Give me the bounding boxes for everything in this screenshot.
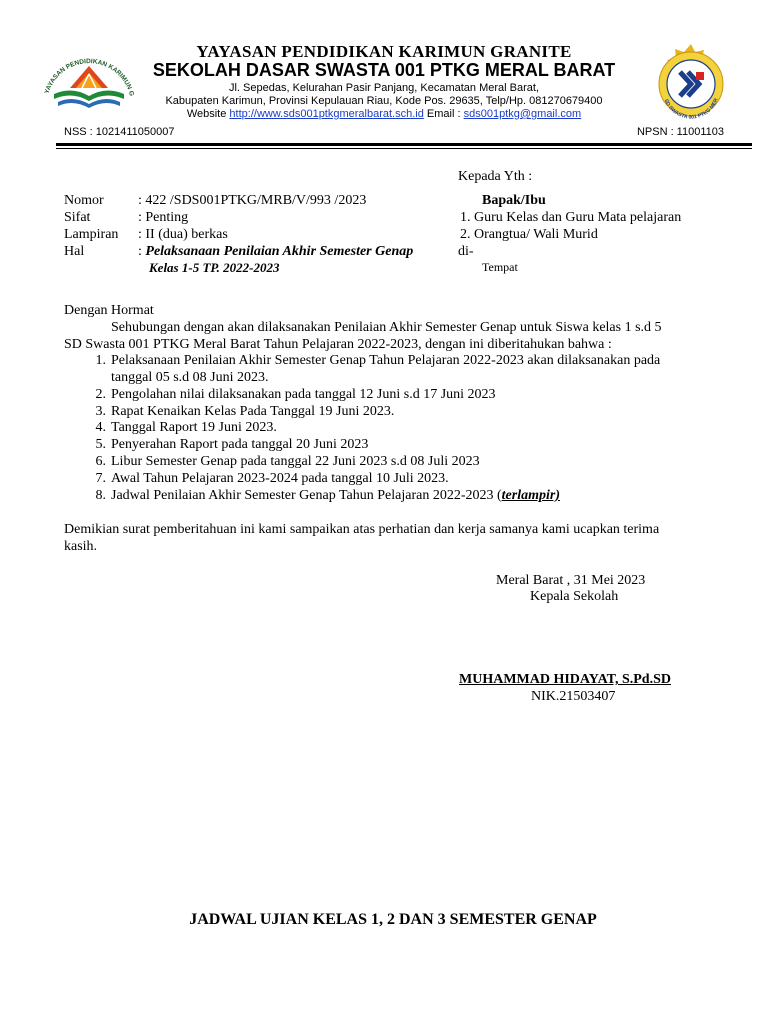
header-divider-thin	[56, 148, 752, 149]
list-item	[111, 487, 560, 504]
nomor-label: Nomor	[64, 193, 104, 208]
list-item-number: 3.	[95, 404, 106, 419]
website-label: Website	[186, 108, 227, 120]
recipient-place: Tempat	[482, 260, 518, 274]
lampiran-label: Lampiran	[64, 227, 119, 242]
email-link[interactable]: sds001ptkg@gmail.com	[463, 108, 582, 120]
signature-position: Kepala Sekolah	[530, 589, 619, 604]
contact-line	[0, 108, 768, 120]
recipient-di: di-	[458, 244, 474, 259]
list-item-number: 8.	[95, 488, 106, 503]
hal-colon: :	[138, 244, 142, 259]
npsn-number: NPSN : 11001103	[636, 126, 724, 138]
closing-line-2: kasih.	[64, 539, 98, 554]
list-item: Awal Tahun Pelajaran 2023-2024 pada tanggal 10 Juli 2023.	[111, 471, 449, 486]
email-label: Email :	[426, 108, 461, 120]
school-name: SEKOLAH DASAR SWASTA 001 PTKG MERAL BARAT	[152, 60, 616, 80]
list-item-number: 7.	[95, 471, 106, 486]
list-item: Rapat Kenaikan Kelas Pada Tanggal 19 Juni 2023.	[111, 404, 395, 419]
recipient-1: 1. Guru Kelas dan Guru Mata pelajaran	[460, 210, 682, 225]
svg-text:SD SWASTA 001 PTKG MERAL BARAT: SD SWASTA 001 PTKG MER	[662, 97, 720, 121]
list-item-number: 5.	[95, 437, 106, 452]
hal-value	[138, 244, 413, 260]
lampiran-value: : II (dua) berkas	[138, 227, 228, 242]
list-item-number: 2.	[95, 387, 106, 402]
svg-text:YAYASAN PENDIDIKAN KARIMUN GRA: YAYASAN PENDIDIKAN KARIMUN G	[43, 58, 135, 97]
intro-line-1: Sehubungan dengan akan dilaksanakan Penilaian Akhir Semester Genap untuk Siswa kelas 1 s.d 5	[111, 320, 662, 335]
recipient-2: 2. Orangtua/ Wali Murid	[460, 227, 598, 242]
recipient-title: Bapak/Ibu	[482, 193, 546, 208]
greeting: Dengan Hormat	[64, 303, 154, 318]
website-link[interactable]: http://www.sds001ptkgmeralbarat.sch.id	[229, 108, 424, 120]
nss-number: NSS : 1021411050007	[64, 126, 175, 138]
nomor-value: : 422 /SDS001PTKG/MRB/V/993 /2023	[138, 193, 367, 208]
header-divider-thick	[56, 143, 752, 146]
list-item: Libur Semester Genap pada tanggal 22 Juni 2023 s.d 08 Juli 2023	[111, 454, 480, 469]
hal-subject-line-2: Kelas 1-5 TP. 2022-2023	[149, 260, 280, 275]
sifat-label: Sifat	[64, 210, 91, 225]
closing-line-1: Demikian surat pemberitahuan ini kami sampaikan atas perhatian dan kerja samanya kami ucapkan terima	[64, 522, 660, 537]
signatory-name: MUHAMMAD HIDAYAT, S.Pd.SD	[459, 672, 671, 687]
sifat-value: : Penting	[138, 210, 189, 225]
recipient-kepada: Kepada Yth :	[458, 169, 533, 184]
list-item-number: 6.	[95, 454, 106, 469]
schedule-title: JADWAL UJIAN KELAS 1, 2 DAN 3 SEMESTER GENAP	[189, 911, 597, 928]
address-line-1: Jl. Sepedas, Kelurahan Pasir Panjang, Kecamatan Meral Barat,	[228, 82, 539, 94]
foundation-name: YAYASAN PENDIDIKAN KARIMUN GRANITE	[196, 42, 572, 61]
hal-label: Hal	[64, 244, 85, 259]
list-item-number: 1.	[95, 353, 106, 368]
address-line-2: Kabupaten Karimun, Provinsi Kepulauan Riau, Kode Pos. 29635, Telp/Hp. 081270679400	[165, 95, 603, 107]
list-item-number: 4.	[95, 420, 106, 435]
signature-place-date: Meral Barat , 31 Mei 2023	[496, 573, 646, 588]
list-item: Penyerahan Raport pada tanggal 20 Juni 2023	[111, 437, 369, 452]
list-item-text: Jadwal Penilaian Akhir Semester Genap Tahun Pelajaran 2022-2023 (	[111, 488, 502, 503]
list-item: Pelaksanaan Penilaian Akhir Semester Genap Tahun Pelajaran 2022-2023 akan dilaksanakan pada	[111, 353, 661, 368]
list-item-continuation: tanggal 05 s.d 08 Juni 2023.	[111, 370, 269, 385]
signatory-nik: NIK.21503407	[531, 689, 616, 704]
list-item: Pengolahan nilai dilaksanakan pada tanggal 12 Juni s.d 17 Juni 2023	[111, 387, 496, 402]
intro-line-2: SD Swasta 001 PTKG Meral Barat Tahun Pelajaran 2022-2023, dengan ini diberitahukan bahwa :	[64, 337, 612, 352]
list-item: Tanggal Raport 19 Juni 2023.	[111, 420, 277, 435]
hal-subject-line-1: Pelaksanaan Penilaian Akhir Semester Genap	[145, 244, 414, 259]
attachment-note: terlampir)	[501, 488, 561, 503]
